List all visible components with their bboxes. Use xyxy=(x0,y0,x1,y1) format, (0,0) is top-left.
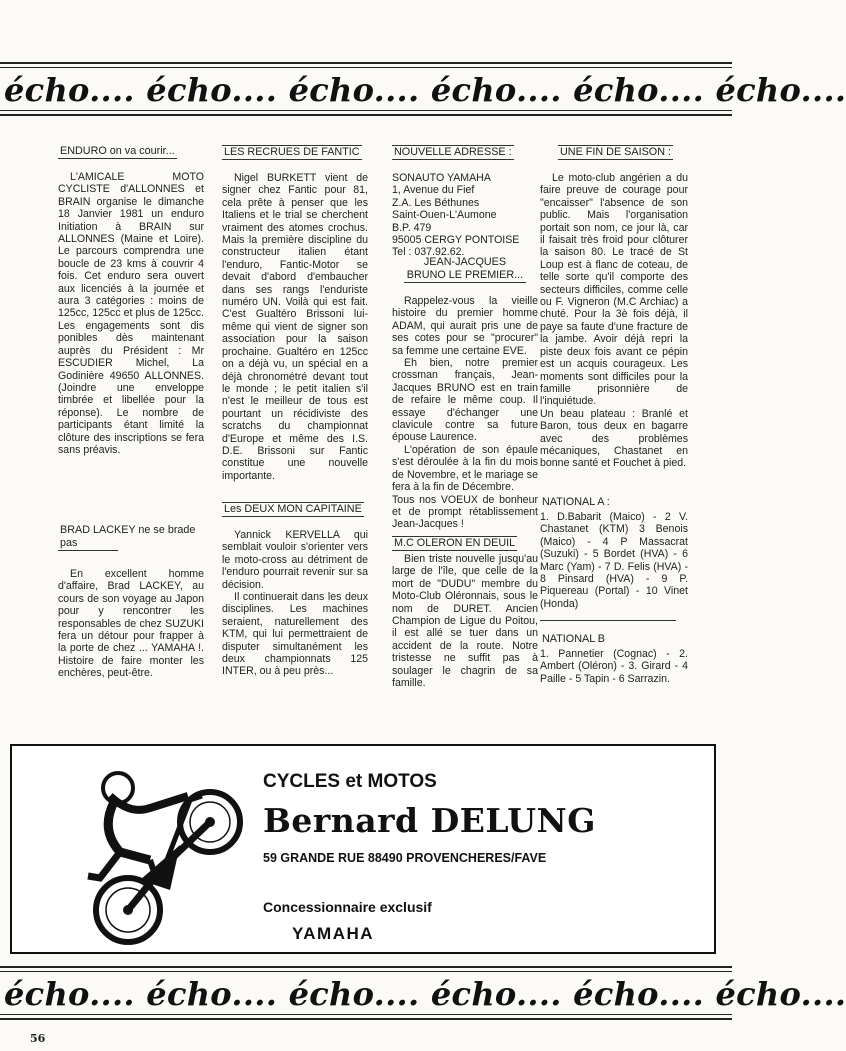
banner-bottom-text: écho.... écho.... écho.... écho.... écho.... écho.... xyxy=(4,975,846,1013)
bruno-p4: Tous nos VOEUX de bonheur et de prompt rétablissement Jean-Jacques ! xyxy=(392,493,538,531)
adresse-lines: SONAUTO YAMAHA 1, Avenue du Fief Z.A. Les Béthunes Saint-Ouen-L'Aumone B.P. 479 95005 CERGY PONTOISE Tel : 037.92.62. xyxy=(392,172,520,259)
lackey-heading-rule xyxy=(58,550,118,551)
national-a-body: 1. D.Babarit (Maico) - 2 V. Chastanet (KTM) 3 Benois (Maico) - 4 P Massacrat (Suzuki) - 5 Bordet (HVA) - 6 Marc (Yam) - 7 D. Felis (HVA) - 8 Pinsard (HVA) - 9 P. Piquereau (Portal) - 10 Vinet (Honda) xyxy=(540,511,688,610)
adresse-heading: NOUVELLE ADRESSE : xyxy=(394,146,512,158)
page-number: 56 xyxy=(30,1032,46,1045)
national-b-body: 1. Pannetier (Cognac) - 2. Ambert (Oléron) - 3. Girard - 4 Paille - 5 Tapin - 6 Sarrazin. xyxy=(540,648,688,685)
saison-body2: Un beau plateau : Branlé et Baron, tous deux en bagarre avec des problèmes mécaniques, Chastanet en bonne santé et Fouchet à pied. xyxy=(540,407,688,470)
national-b-heading: NATIONAL B xyxy=(542,633,605,645)
enduro-body: L'AMICALE MOTO CYCLISTE d'ALLONNES et BRAIN organise le dimanche 18 Janvier 1981 un enduro Initiation à BRAIN sur ALLONNES (Maine et Loire). Le parcours comprendra une boucle de 23 kms à couvrir 4 fois. Cet enduro sera ouvert aux licenciés à la journée et aura 3 catégories : moins de 125cc, 125cc et plus de 125cc. Les engagements sont dis ponibles dès maintenant auprès du Président : Mr ESCUDIER Michel, La Godinière 49650 ALLONNES. (Joindre une enveloppe timbrée et libellée pour la réponse). Le nombre de participants étant limité la clôture des inscriptions se fera sans préavis. xyxy=(58,171,204,456)
ad-brand: YAMAHA xyxy=(292,924,375,943)
motorcycle-rider-illustration xyxy=(70,760,260,946)
banner-top-text: écho.... écho.... écho.... écho.... écho.... écho.... xyxy=(4,71,846,109)
echo-banner-top xyxy=(0,62,846,116)
capitaine-body2: Il continuerait dans les deux disciplines. Les machines seraient, naturellement des KTM, qui lui permettraient de disputer simultanément les deux championnats 125 INTER, ou à peu près... xyxy=(222,591,368,678)
article-saison xyxy=(540,145,688,470)
ad-dealer-label: Concessionnaire exclusif xyxy=(263,899,432,915)
lackey-heading: BRAD LACKEY ne se brade pas xyxy=(60,524,196,549)
capitaine-body: Yannick KERVELLA qui semblait vouloir s'orienter vers le moto-cross au détriment de l'enduro pourrait revenir sur sa décision. xyxy=(222,529,368,591)
article-recrues xyxy=(222,145,368,482)
article-oleron xyxy=(392,536,538,689)
article-national-a xyxy=(540,496,688,610)
national-a-heading: NATIONAL A : xyxy=(542,496,610,508)
ad-line1: CYCLES et MOTOS xyxy=(263,771,437,792)
saison-body: Le moto-club angérien a du faire preuve de courage pour "encaisser" l'absence de son public. Mais l'organisation portait son nom, ce jour là, car il faisait très froid pour clôturer la saison 80. Le tracé de St Loup est à flanc de coteau, de telle sorte qu'il comporte des secteurs difficiles, comme celle ou F. Vigneron (M.C Archiac) a chuté. Pour la 3è fois déjà, il paye sa faute d'une fracture de la jambe. Avoir déjà repri la piste deux fois avant ce pépin est un acquis courageux. Les moments sont difficiles pour la famille prisonnière de l'inquiétude. xyxy=(540,172,688,408)
ad-dealer-name: Bernard DELUNG xyxy=(263,801,596,840)
bruno-p3: L'opération de son épaule s'est déroulée à la fin du mois de Novembre, et le mariage se fera à la fin de Décembre. xyxy=(392,443,538,494)
recrues-body: Nigel BURKETT vient de signer chez Fantic pour 81, cela prête à penser que les Italiens et le trial se cherchent vraiment des atomes crochus. Mais la première discipline du constructeur italien étant l'enduro, Fantic-Motor se devait d'abord d'embaucher dans ses rangs l'enduriste numéro UN. Voilà qui est fait. C'est Gualtéro Brissoni lui-même qui vient de signer son association pour la saison prochaine. Gualtéro en 125cc on a déjà vu, un spécial en a déjà chronométré devant tout le monde ; le petit italien s'il n'est le meilleur de tous est pourtant un récidiviste des scratchs du championnat d'Europe et même des I.S. D.E. Brissoni sur Fantic constitue une nouvelle importante. xyxy=(222,172,368,482)
oleron-body: Bien triste nouvelle jusqu'au large de l'île, que celle de la mort de "DUDU" membre du Moto-Club Oléronnais, sous le nom de DURET. Ancien Champion de Ligue du Poitou, il est allé se tuer dans un accident de la route. Notre tristesse ne suffit pas à soulager le chagrin de sa famille. xyxy=(392,553,538,690)
bruno-p2: Eh bien, notre premier crossman français, Jean-Jacques BRUNO est en train de refaire le même coup. Il essaye d'échanger une clavicule contre sa future épouse Laurence. xyxy=(392,357,538,444)
saison-heading: UNE FIN DE SAISON : xyxy=(560,146,671,158)
article-national-b xyxy=(540,633,688,685)
enduro-heading: ENDURO on va courir... xyxy=(60,145,175,157)
echo-banner-bottom xyxy=(0,966,846,1020)
article-lackey xyxy=(58,524,204,680)
recrues-heading: LES RECRUES DE FANTIC xyxy=(224,146,360,158)
article-bruno xyxy=(392,256,538,531)
ad-address: 59 GRANDE RUE 88490 PROVENCHERES/FAVE xyxy=(263,851,547,865)
capitaine-heading: Les DEUX MON CAPITAINE xyxy=(224,503,362,515)
lackey-body: En excellent homme d'affaire, Brad LACKEY, au cours de son voyage au Japon pour y rencontrer les responsables de chez SUZUKI fera un détour pour frapper à la porte de chez ... YAMAHA !. Histoire de faire monter les enchères, peut-être. xyxy=(58,568,204,680)
article-adresse xyxy=(392,145,538,259)
article-capitaine xyxy=(222,502,368,678)
national-a-rule xyxy=(540,620,676,621)
bruno-heading: JEAN-JACQUES BRUNO LE PREMIER... xyxy=(404,256,526,283)
oleron-heading: M.C OLERON EN DEUIL xyxy=(394,537,516,549)
bruno-p1: Rappelez-vous la vieille histoire du premier homme ADAM, qui aurait pris une de ses cotes pour se "procurer" sa femme une certaine EVE. xyxy=(392,295,538,357)
article-enduro xyxy=(58,145,204,456)
delung-advertisement xyxy=(10,744,716,954)
